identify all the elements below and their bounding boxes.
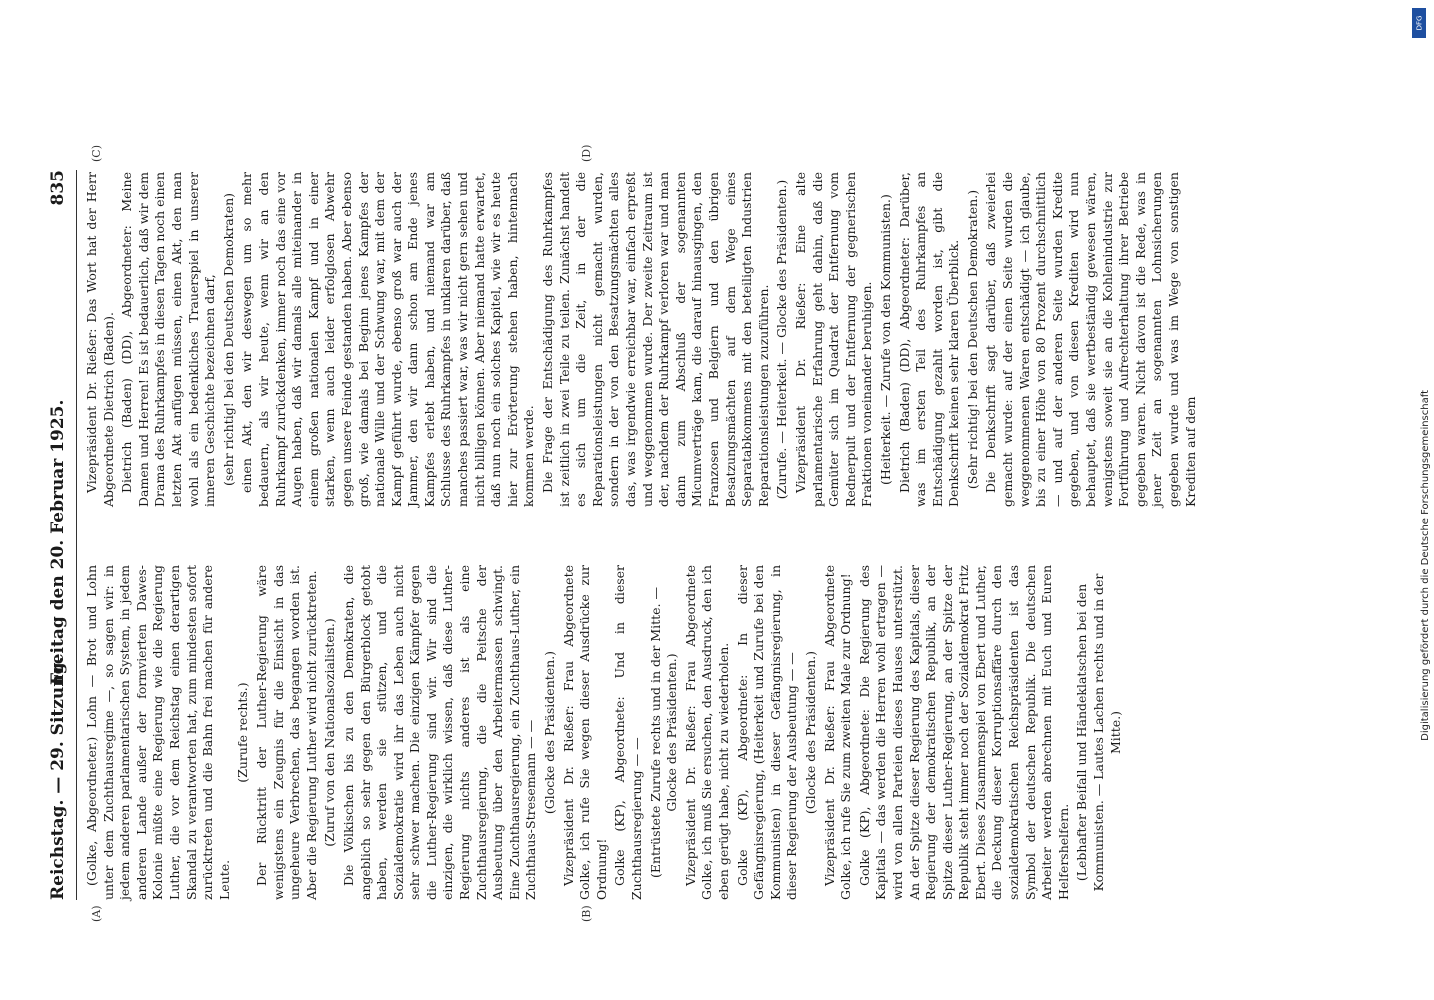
interjection: (Heiterkeit. — Zurufe von den Kommunisten.) bbox=[877, 194, 893, 485]
interjection: (Zurufe. — Heiterkeit. — Glocke des Präsidenten.) bbox=[774, 179, 790, 500]
left-column bbox=[84, 565, 1126, 900]
speech-paragraph: Vizepräsident Dr. Rießer: Frau Abgeordnete Golke, ich rufe Sie zum zweiten Male zur Ordnung! bbox=[821, 565, 854, 900]
header-session: Reichstag. — 29. Sitzung. bbox=[48, 656, 68, 900]
margin-marker-c: (C) bbox=[90, 145, 103, 162]
speech-paragraph: Die Völkischen bis zu den Demokraten, die angeblich so sehr gegen den Bürgerblock getobt haben, werden sie stützen, und die Sozialdemokratie wird ihr das Leben auch nicht sehr schwer machen. Die einzigen Kämpfer gegen die Luther-Regierung sind wir. Wir sind die einzigen, die wirklich wissen, daß diese Luther-Regierung nichts anderes ist als eine Zuchthausregierung, die die Peitsche der Ausbeutung über den Arbeitermassen schwingt. Eine Zuchthausregierung, ein Zuchthaus-Luther, ein Zuchthaus-Stresemann — — bbox=[340, 565, 539, 900]
page-number: 835 bbox=[48, 170, 68, 206]
speech-paragraph: Vizepräsident Dr. Rießer: Frau Abgeordnete Golke, ich rufe Sie wegen dieser Ausdrücke zur Ordnung! bbox=[560, 565, 609, 900]
interjection: (Glocke des Präsidenten.) bbox=[802, 650, 818, 815]
speech-paragraph: Vizepräsident Dr. Rießer: Das Wort hat der Herr Abgeordnete Dietrich (Baden). bbox=[84, 172, 116, 507]
margin-marker-b: (B) bbox=[580, 905, 593, 922]
header-date: Freitag den 20. Februar 1925. bbox=[48, 399, 68, 685]
page-header bbox=[48, 170, 74, 900]
header-rule bbox=[76, 170, 77, 900]
interjection: (Sehr richtig! bei den Deutschen Demokraten.) bbox=[964, 189, 980, 490]
speech-paragraph: Vizepräsident Dr. Rießer: Frau Abgeordnete Golke, ich muß Sie ersuchen, den Ausdruck, den ich eben gerügt habe, nicht zu wiederholen. bbox=[682, 565, 731, 900]
digitization-credit: Digitalisierung gefördert durch die Deutsche Forschungsgemeinschaft bbox=[1420, 390, 1431, 741]
speech-paragraph: Dietrich (Baden) (DD), Abgeordneter: Meine Damen und Herren! Es ist bedauerlich, daß wir dem Drama des Ruhrkampfes in diesen Tagen noch einen letzten Akt anfügen müssen, einen Akt, den man wohl als ein bedenkliches Trauerspiel in unserer inneren Geschichte bezeichnen darf, bbox=[119, 172, 218, 507]
speech-paragraph: Vizepräsident Dr. Rießer: Eine alte parlamentarische Erfahrung geht dahin, daß die Gemüter sich im Quadrat der Entfernung vom Rednerpult und der Entfernung der gegnerischen Fraktionen voneinander beruhigen. bbox=[792, 172, 875, 507]
right-column bbox=[84, 172, 1201, 507]
interjection: (Lebhafter Beifall und Händeklatschen bei den Kommunisten. — Lautes Lachen rechts und in der Mitte.) bbox=[1074, 573, 1123, 892]
speech-paragraph: Golke (KP), Abgeordnete: Und in dieser Zuchthausregierung — — bbox=[612, 565, 644, 900]
speech-paragraph: Golke (KP), Abgeordnete: In dieser Gefängnisregierung, (Heiterkeit und Zurufe bei den Kommunisten) in dieser Gefängnisregierung, in dieser Regierung der Ausbeutung — — bbox=[734, 565, 800, 900]
interjection: (sehr richtig! bei den Deutschen Demokraten) bbox=[220, 192, 236, 487]
speech-paragraph: Der Rücktritt der Luther-Regierung wäre wenigstens ein Zeugnis für die Einsicht in das ungeheure Verbrechen, das begangen worden ist. Aber die Regierung Luther wird nicht zurücktreten. bbox=[253, 565, 319, 900]
speech-paragraph: (Golke, Abgeordneter.) Lohn — Brot und Lohn unter dem Zuchthausregime —, so sagen wir: in jedem anderen parlamentarischen System, in jedem anderen Lande außer der formvierten Dawes-Kolonie müßte eine Regierung wie die Regierung Luther, die vor dem Reichstag einen derartigen Skandal zu verantworten hat, zum mindesten sofort zurücktreten und die Bahn frei machen für andere Leute. bbox=[84, 565, 232, 900]
interjection: (Zuruf von den Nationalsozialisten.) bbox=[322, 618, 338, 847]
margin-marker-d: (D) bbox=[580, 144, 593, 162]
interjection: (Glocke des Präsidenten.) bbox=[542, 650, 558, 815]
speech-paragraph: Die Frage der Entschädigung des Ruhrkampfes ist zeitlich in zwei Teile zu teilen. Zunächst handelt es sich um die Zeit, in der die Reparationsleistungen nicht gemacht wurden, sondern in der von den Besatzungsmächten alles das, was irgendwie erreichbar war, einfach erpreßt und weggenommen wurde. Der zweite Zeitraum ist der, nachdem der Ruhrkampf verloren war und man dann zum Abschluß der sogenannten Micumverträge kam, die darauf hinausgingen, den Franzosen und Belgiern und den übrigen Besatzungsmächten auf dem Wege eines Separatabkommens mit den beteiligten Industrien Reparationsleistungen zuzuführen. bbox=[540, 172, 771, 507]
interjection: (Zurufe rechts.) bbox=[235, 682, 251, 783]
speech-paragraph: Die Denkschrift sagt darüber, daß zweierlei gemacht wurde: auf der einen Seite wurden die weggenommenen Waren entschädigt — ich glaube, bis zu einer Höhe von 80 Prozent durchschnittlich — und auf der anderen Seite wurden Kredite gegeben, und von diesen Krediten wird nun behauptet, daß sie wertbeständig gewesen wären, wenigstens soweit sie an die Kohlenindustrie zur Fortführung und Aufrechterhaltung ihrer Betriebe gegeben waren. Nicht davon ist die Rede, was in jener Zeit an sogenannten Lohnsicherungen gegeben wurde und was im Wege von sonstigen Krediten auf dem bbox=[983, 172, 1198, 507]
speech-paragraph: Dietrich (Baden) (DD), Abgeordneter: Darüber, was im ersten Teil des Ruhrkampfes an Entschädigung gezahlt worden ist, gibt die Denkschrift keinen sehr klaren Überblick. bbox=[896, 172, 962, 507]
speech-paragraph: einen Akt, den wir deswegen um so mehr bedauern, als wir heute, wenn wir an den Ruhrkampf zurückdenken, immer noch das eine vor Augen haben, daß wir damals alle miteinander in einem großen nationalen Kampf und in einer starken, wenn auch leider erfolglosen Abwehr gegen unsere Feinde gestanden haben. Aber ebenso groß, wie damals bei Beginn jenes Kampfes der nationale Wille und der Schwung war, mit dem der Kampf geführt wurde, ebenso groß war auch der Jammer, den wir dann schon am Ende jenes Kampfes erlebt haben, und niemand war am Schlusse des Ruhrkampfes in unklaren darüber, daß manches passiert war, was wir nicht gern sehen und nicht billigen können. Aber niemand hatte erwartet, daß nun noch ein solches Kapitel, wie wir es heute hier zur Erörterung stehen haben, hintennach kommen werde. bbox=[239, 172, 537, 507]
dfg-logo: DFG bbox=[1412, 8, 1426, 38]
speech-paragraph: Golke (KP), Abgeordnete: Die Regierung des Kapitals — das werden die Herren wohl ertragen — wird von allen Parteien dieses Hauses unterstützt. An der Spitze dieser Regierung des Kapitals, dieser Regierung der demokratischen Republik, an der Spitze dieser Luther-Regierung, an der Spitze der Republik steht immer noch der Sozialdemokrat Fritz Ebert. Dieses Zusammenspiel von Ebert und Luther, die Deckung dieser Korruptionsaffäre durch den sozialdemokratischen Reichspräsidenten ist das Symbol der deutschen Republik. Die deutschen Arbeiter werden abrechnen mit Euch und Euren Helfershelfern. bbox=[856, 565, 1071, 900]
interjection: (Entrüstete Zurufe rechts und in der Mitte. — Glocke des Präsidenten.) bbox=[647, 586, 680, 879]
margin-marker-a: (A) bbox=[90, 905, 103, 922]
